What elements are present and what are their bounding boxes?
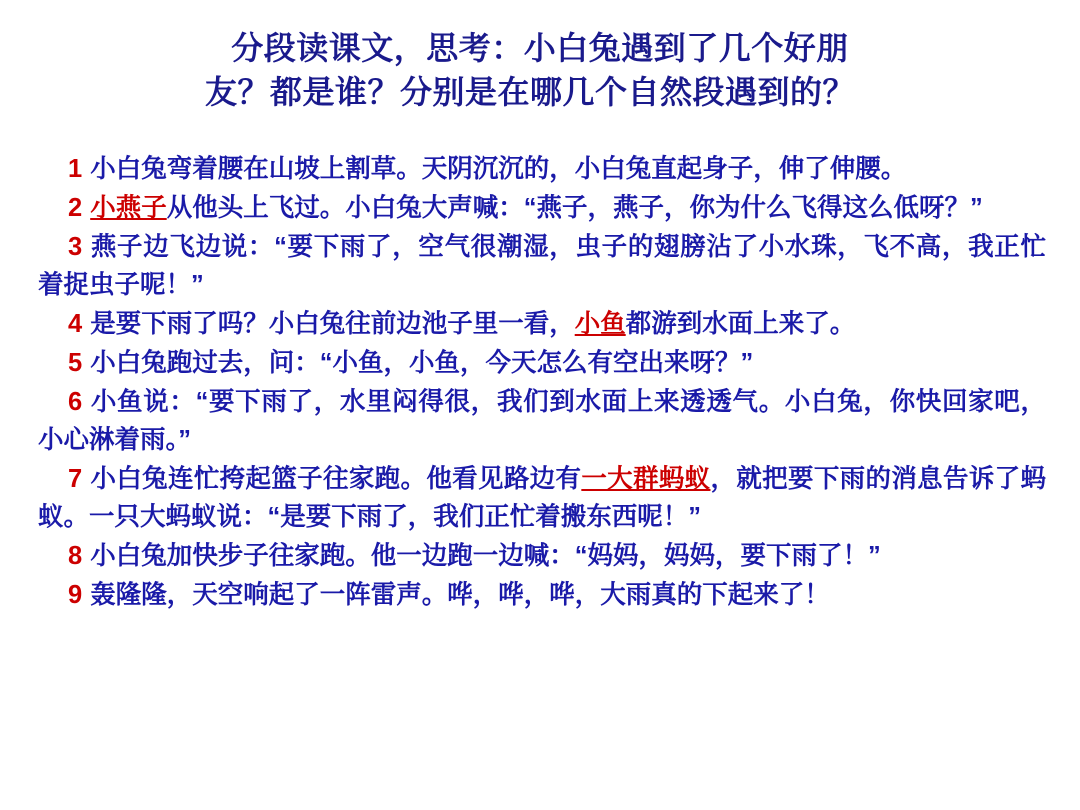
paragraph-9 bbox=[38, 576, 1046, 614]
paragraph-number: 4 bbox=[68, 310, 83, 338]
paragraph-text: 小白兔弯着腰在山坡上割草。天阴沉沉的，小白兔直起身子，伸了伸腰。 bbox=[90, 155, 907, 183]
paragraph-number: 7 bbox=[68, 465, 83, 493]
paragraph-number: 6 bbox=[68, 388, 83, 416]
paragraph-8 bbox=[38, 537, 1046, 575]
paragraph-number: 8 bbox=[68, 542, 83, 570]
paragraph-text: ，就把要下雨的消息告诉了蚂蚁。一只大蚂蚁说：“是要下雨了，我们正忙着搬东西呢！” bbox=[38, 465, 1046, 531]
title-line-2: 友？都是谁？分别是在哪几个自然段遇到的？ bbox=[204, 74, 855, 110]
paragraph-text: 燕子边飞边说：“要下雨了，空气很潮湿，虫子的翅膀沾了小水珠，飞不高，我正忙着捉虫子呢！” bbox=[38, 233, 1046, 299]
paragraph-number: 3 bbox=[68, 233, 83, 261]
paragraph-text: 是要下雨了吗？小白兔往前边池子里一看， bbox=[90, 310, 575, 338]
paragraph-2 bbox=[38, 189, 1046, 227]
paragraph-text: 小白兔加快步子往家跑。他一边跑一边喊：“妈妈，妈妈，要下雨了！” bbox=[90, 542, 881, 570]
paragraph-number: 9 bbox=[68, 581, 83, 609]
paragraph-number: 1 bbox=[68, 155, 83, 183]
paragraph-6 bbox=[38, 383, 1046, 459]
paragraph-text: 小白兔跑过去，问：“小鱼，小鱼，今天怎么有空出来呀？” bbox=[90, 349, 754, 377]
paragraph-text: 轰隆隆，天空响起了一阵雷声。哗，哗，哗，大雨真的下起来了！ bbox=[90, 581, 830, 609]
slide-title bbox=[0, 0, 1080, 114]
paragraph-text: 都游到水面上来了。 bbox=[625, 310, 856, 338]
highlight-xiaoyu: 小鱼 bbox=[574, 310, 626, 338]
paragraph-7 bbox=[38, 460, 1046, 536]
paragraph-number: 5 bbox=[68, 349, 83, 377]
paragraph-number: 2 bbox=[68, 194, 83, 222]
title-line-1: 分段读课文，思考：小白兔遇到了几个好朋 bbox=[231, 30, 849, 66]
paragraph-4 bbox=[38, 305, 1046, 343]
paragraph-1 bbox=[38, 150, 1046, 188]
highlight-xiaoyanzi: 小燕子 bbox=[90, 194, 167, 222]
paragraph-5 bbox=[38, 344, 1046, 382]
highlight-mayi: 一大群蚂蚁 bbox=[581, 465, 711, 493]
paragraph-text: 小白兔连忙挎起篮子往家跑。他看见路边有 bbox=[90, 465, 582, 493]
paragraph-text: 小鱼说：“要下雨了，水里闷得很，我们到水面上来透透气。小白兔，你快回家吧，小心淋着雨。” bbox=[38, 388, 1046, 454]
lesson-text bbox=[0, 150, 1080, 614]
paragraph-text: 从他头上飞过。小白兔大声喊：“燕子，燕子，你为什么飞得这么低呀？” bbox=[166, 194, 983, 222]
paragraph-3 bbox=[38, 228, 1046, 304]
